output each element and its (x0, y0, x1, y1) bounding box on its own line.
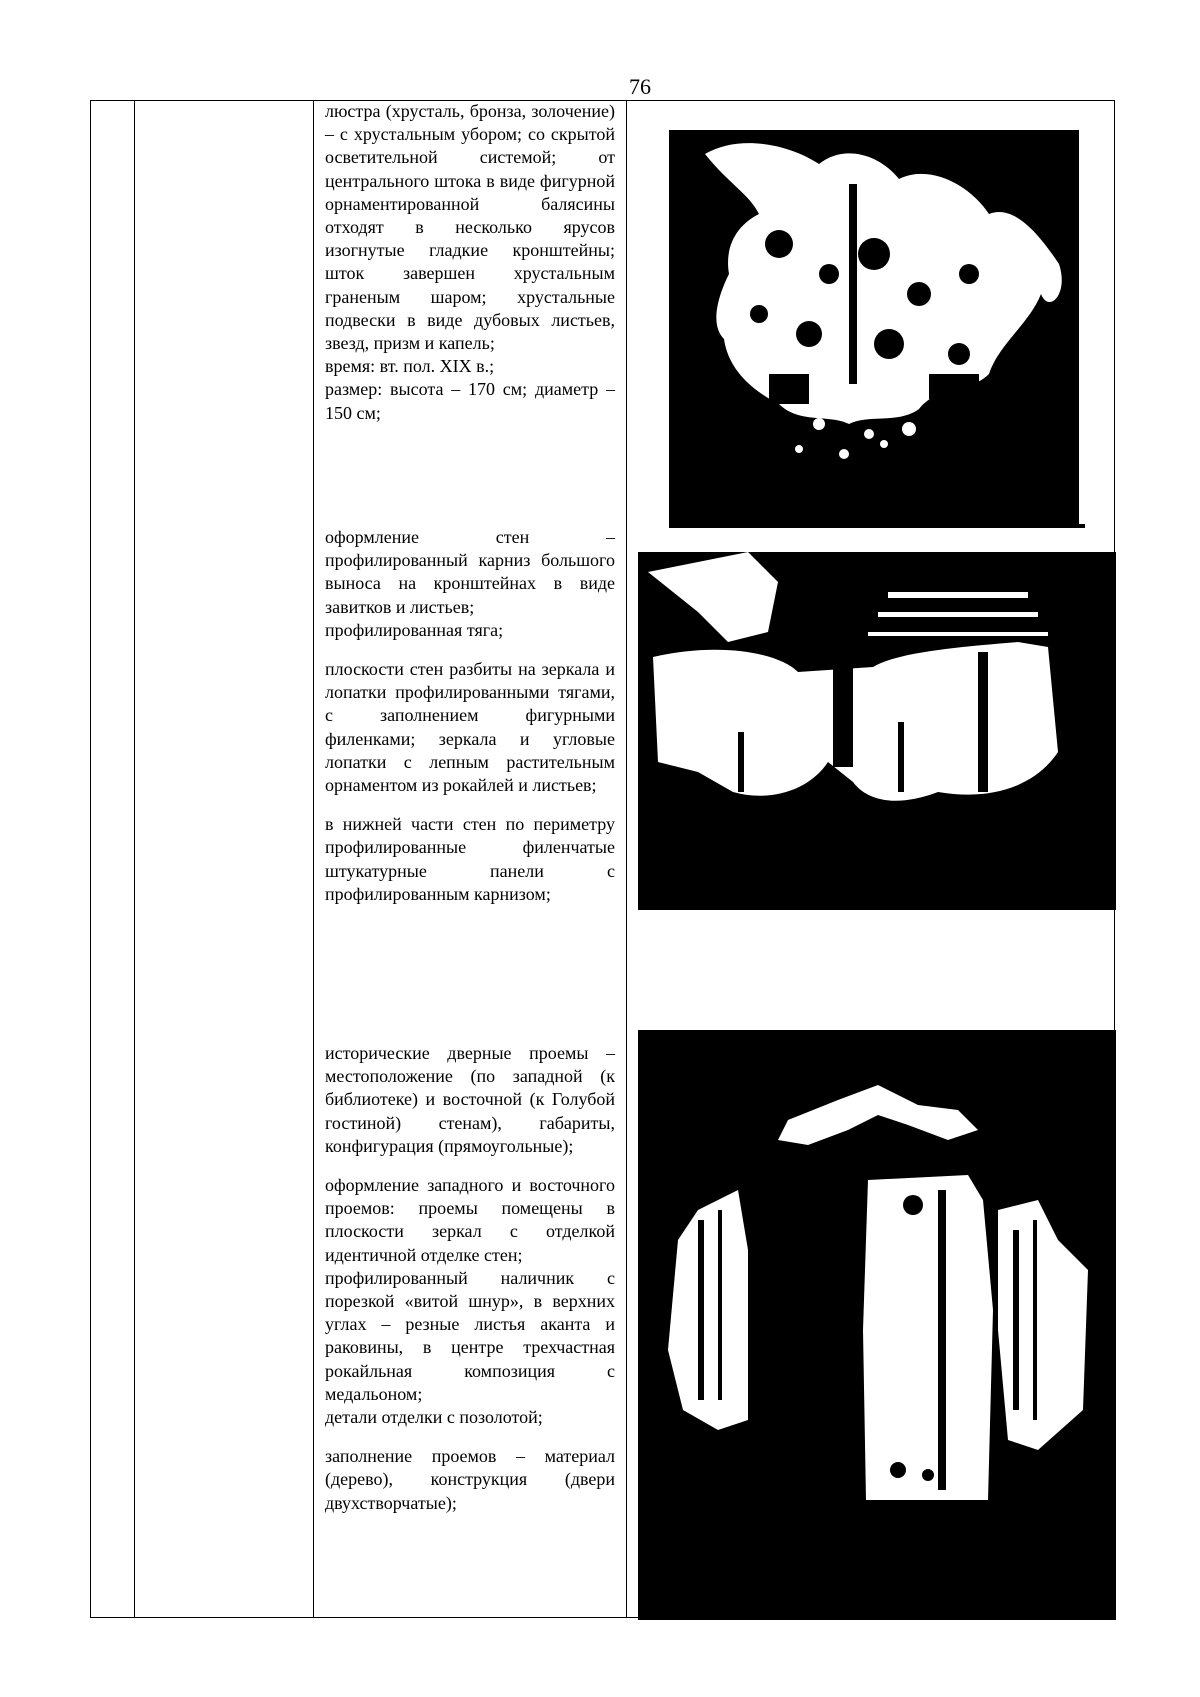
doors-paragraph-1: исторические дверные проемы – местоположение (по западной (к библиотеке) и восточной (к Голубой гостиной) стенам), габариты, конфигурация (прямоугольные); (325, 1043, 615, 1156)
column-divider-1 (134, 101, 135, 1617)
doors-paragraph-5: заполнение проемов – материал (дерево), конструкция (двери двухстворчатые); (325, 1446, 615, 1513)
wall-cornice-photo (638, 552, 1116, 910)
chandelier-date: время: вт. пол. XIX в.; (325, 356, 495, 377)
doorway-photo (638, 1030, 1116, 1620)
doors-paragraph-2: оформление западного и восточного проемов: проемы помещены в плоскости зеркал с отделкой идентичной отделке стен; (325, 1175, 615, 1265)
column-divider-2 (313, 101, 314, 1617)
walls-paragraph-1: оформление стен – профилированный карниз большого выноса на кронштейнах в виде завитков и листьев; (325, 527, 615, 617)
doors-paragraph-4: детали отделки с позолотой; (325, 1407, 543, 1428)
walls-paragraph-3: плоскости стен разбиты на зеркала и лопатки профилированными тягами, с заполнением фигурными филенками; зеркала и угловые лопатки с лепным растительным орнаментом из рокайлей и листьев; (325, 659, 615, 796)
doors-paragraph-3: профилированный наличник с порезкой «витой шнур», в верхних углах – резные листья аканта и раковины, в центре трехчастная рокайльная композиция с медальоном; (325, 1267, 615, 1404)
walls-paragraph-4: в нижней части стен по периметру профилированные филенчатые штукатурные панели с профилированным карнизом; (325, 814, 615, 904)
chandelier-paragraph: люстра (хрусталь, бронза, золочение) – с хрустальным убором; со скрытой осветительной системой; от центрального штока в виде фигурной орнаментированной балясины отходят в несколько ярусов изогнутые гладкие кронштейны; шток завершен хрустальным граненым шаром; хрустальные подвески в виде дубовых листьев, звезд, призм и капель; (325, 101, 615, 354)
walls-description (325, 526, 615, 906)
column-divider-3 (626, 101, 627, 1617)
page-number: 76 (629, 74, 651, 99)
chandelier-description (325, 100, 615, 425)
chandelier-size: размер: высота – 170 см; диаметр – 150 см; (325, 379, 615, 423)
walls-paragraph-2: профилированная тяга; (325, 619, 504, 640)
doors-description (325, 1042, 615, 1515)
chandelier-photo (669, 124, 1085, 528)
